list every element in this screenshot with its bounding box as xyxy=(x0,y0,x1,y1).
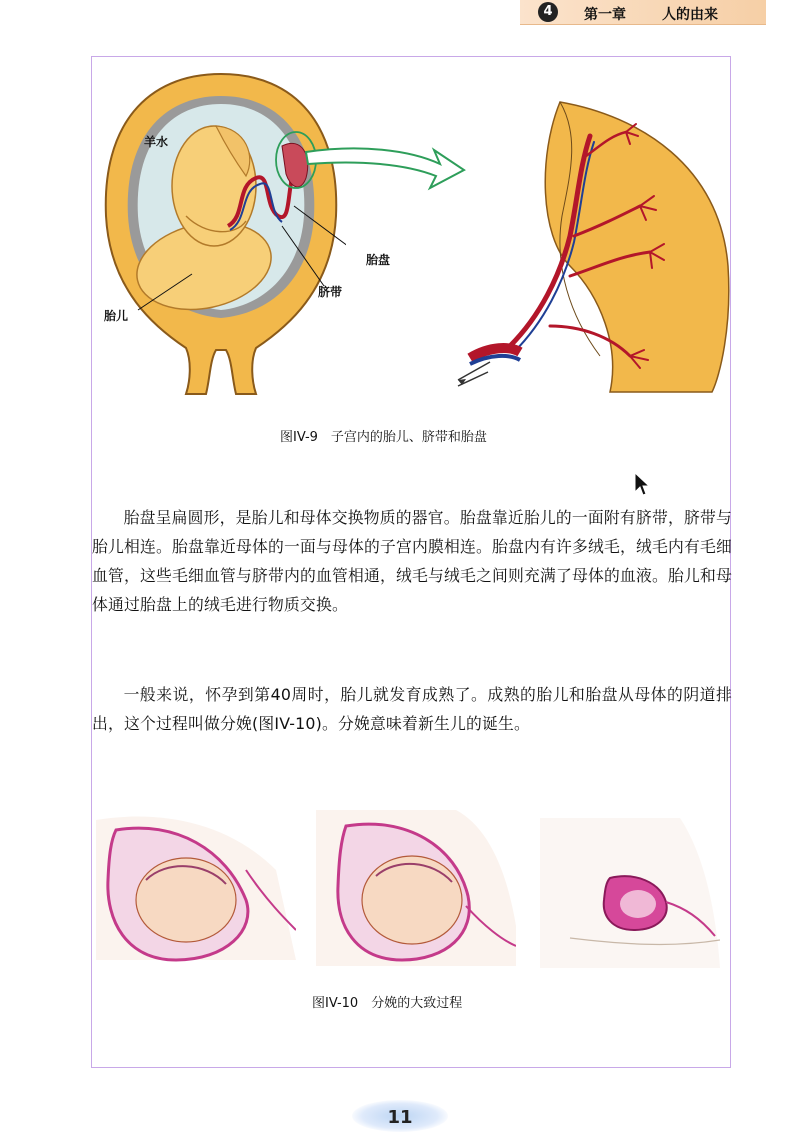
paragraph-placenta: 胎盘呈扁圆形，是胎儿和母体交换物质的器官。胎盘靠近胎儿的一面附有脐带，脐带与胎儿相连。胎盘靠近母体的一面与母体的子宫内膜相连。胎盘内有许多绒毛，绒毛内有毛细血管，这些毛细血管与脐带内的血管相通，绒毛与绒毛之间则充满了母体的血液。胎儿和母体通过胎盘上的绒毛进行物质交换。 xyxy=(92,508,732,614)
chapter-label: 第一章 xyxy=(584,7,626,23)
label-fetus: 胎儿 xyxy=(104,309,129,323)
mouse-cursor-icon xyxy=(634,472,650,498)
figure-iv-9-caption: 图IV-9 子宫内的胎儿、脐带和胎盘 xyxy=(280,430,487,445)
figure-iv-10-caption: 图IV-10 分娩的大致过程 xyxy=(312,996,463,1011)
label-umbilical-cord: 脐带 xyxy=(318,285,343,299)
placenta-detail-illustration xyxy=(450,96,735,396)
label-placenta: 胎盘 xyxy=(366,253,391,267)
chapter-number-badge: 4 xyxy=(538,2,558,22)
page-number-badge xyxy=(352,1100,448,1132)
placenta-label-box xyxy=(346,246,396,272)
chapter-title: 人的由来 xyxy=(662,7,718,23)
delivery-stage-3-illustration xyxy=(540,818,720,968)
delivery-stage-1-illustration xyxy=(96,810,296,970)
uterus-fetus-illustration xyxy=(96,66,346,406)
zoom-arrow xyxy=(300,130,470,200)
label-amniotic-fluid: 羊水 xyxy=(144,135,169,149)
page-number: 11 xyxy=(387,1107,413,1128)
paragraph-birth: 一般来说，怀孕到第40周时，胎儿就发育成熟了。成熟的胎儿和胎盘从母体的阴道排出，这个过程叫做分娩(图IV-10)。分娩意味着新生儿的诞生。 xyxy=(92,685,732,733)
delivery-stage-2-illustration xyxy=(316,806,516,970)
